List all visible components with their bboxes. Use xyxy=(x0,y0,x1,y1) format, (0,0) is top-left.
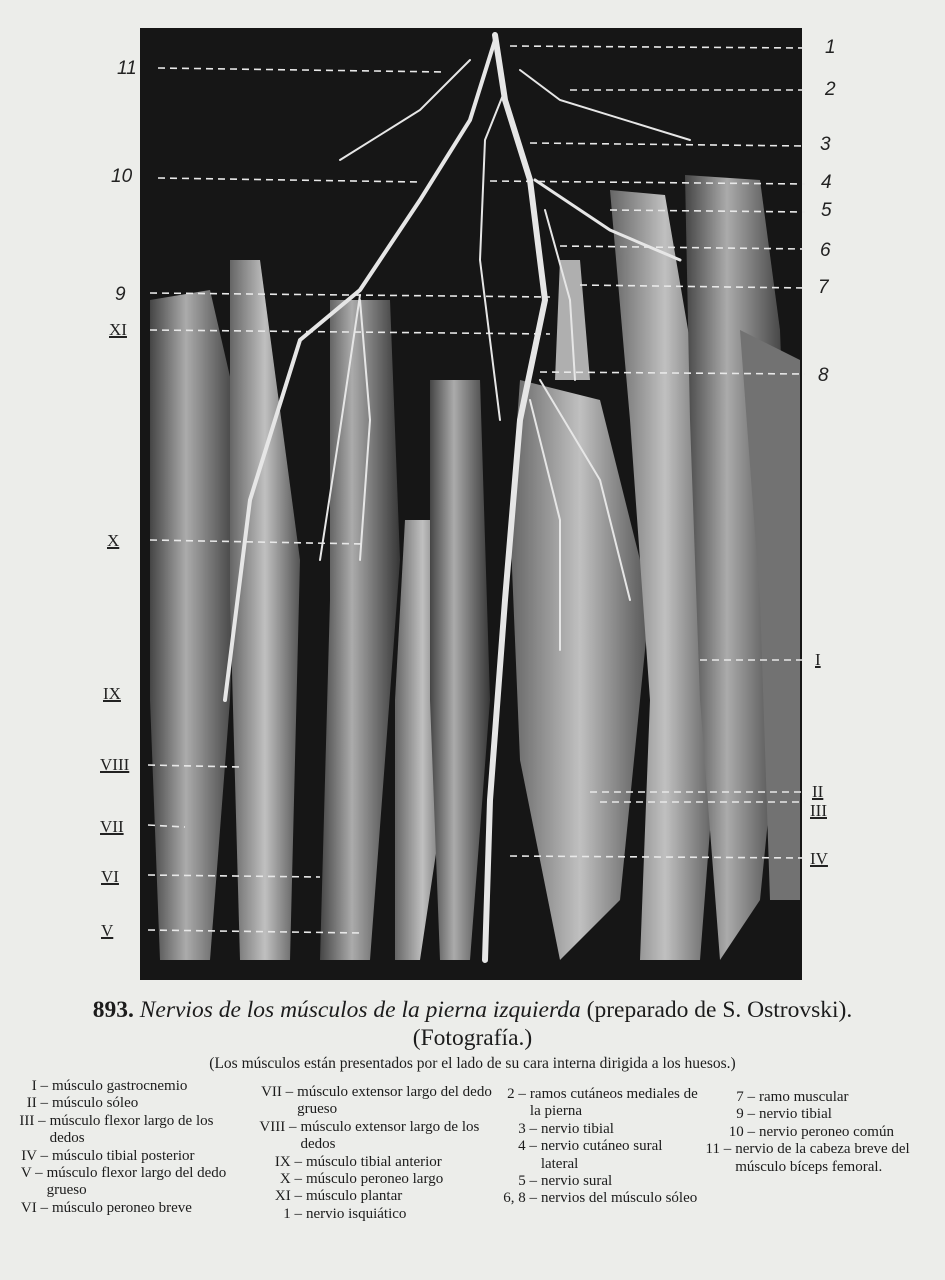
photo-label-2: 2 xyxy=(825,79,836,100)
figure-number: 893. xyxy=(92,997,134,1023)
legend-item: 9 – nervio tibial xyxy=(736,1106,832,1123)
legend-item: X – músculo peroneo largo xyxy=(279,1171,444,1188)
legend-item: I – músculo gastrocnemio xyxy=(31,1078,188,1094)
figure-subcaption: (Los músculos están presentados por el lado de su cara interna dirigida a los huesos.) xyxy=(209,1055,736,1072)
legend-item: 4 – nervio cutáneo sural lateral xyxy=(518,1138,663,1172)
figure-caption xyxy=(20,996,925,1052)
legend-column-3 xyxy=(488,1086,703,1208)
photo-label-VIII: VIII xyxy=(100,755,130,774)
figure-title: Nervios de los músculos de la pierna izquierda xyxy=(139,997,581,1023)
legend-item: VI – músculo peroneo breve xyxy=(20,1199,192,1216)
photo-label-IV: IV xyxy=(810,849,828,868)
legend-item: 5 – nervio sural xyxy=(518,1173,613,1190)
legend-item: II – músculo sóleo xyxy=(26,1095,139,1112)
photo-label-III: III xyxy=(810,801,827,820)
legend-item: IX – músculo tibial anterior xyxy=(274,1153,442,1170)
photo-label-I: I xyxy=(815,650,821,669)
photo-label-II: II xyxy=(812,782,824,801)
legend-column-1 xyxy=(8,1078,240,1217)
photo-label-11: 11 xyxy=(117,58,137,79)
photo-label-1: 1 xyxy=(825,37,836,58)
photo-label-3: 3 xyxy=(820,134,831,155)
photo-label-IX: IX xyxy=(103,684,121,703)
photo-label-VI: VI xyxy=(101,867,119,886)
photo-label-4: 4 xyxy=(821,172,832,193)
photo-label-10: 10 xyxy=(111,166,133,187)
legend-item: 10 – nervio peroneo común xyxy=(728,1123,894,1140)
photo-label-7: 7 xyxy=(818,277,829,298)
legend-item: III – músculo flexor largo de los dedos xyxy=(19,1112,214,1147)
legend-item: XI – músculo plantar xyxy=(274,1188,403,1205)
photo-label-9: 9 xyxy=(115,284,126,305)
photo-label-8: 8 xyxy=(818,365,829,386)
legend-item: 3 – nervio tibial xyxy=(518,1120,614,1137)
legend-item: V – músculo flexor largo del dedo grueso xyxy=(20,1165,227,1199)
legend-column-2 xyxy=(250,1084,495,1223)
figure-photo-note: (Fotografía.) xyxy=(412,1025,533,1051)
legend-item: 7 – ramo muscular xyxy=(736,1089,849,1105)
legend-item: 2 – ramos cutáneos mediales de la pierna xyxy=(507,1086,698,1120)
legend-column-4 xyxy=(700,1089,920,1176)
legend-item: VIII – músculo extensor largo de los dedos xyxy=(259,1118,480,1153)
legend-item: VII – músculo extensor largo del dedo grueso xyxy=(261,1084,492,1118)
legend-item: IV – músculo tibial posterior xyxy=(21,1147,195,1164)
photo-label-VII: VII xyxy=(100,817,124,836)
photo-label-X: X xyxy=(107,531,120,550)
photo-label-6: 6 xyxy=(820,240,831,261)
figure-preparation: (preparado de S. Ostrovski). xyxy=(586,997,853,1023)
photo-label-5: 5 xyxy=(821,200,832,221)
legend-item: 6, 8 – nervios del músculo sóleo xyxy=(503,1190,698,1207)
photo-label-XI: XI xyxy=(109,320,127,339)
legend-item: 1 – nervio isquiático xyxy=(283,1205,407,1222)
legend-item: 11 – nervio de la cabeza breve del músculo bíceps femoral. xyxy=(705,1141,910,1175)
photo-label-V: V xyxy=(101,921,114,940)
